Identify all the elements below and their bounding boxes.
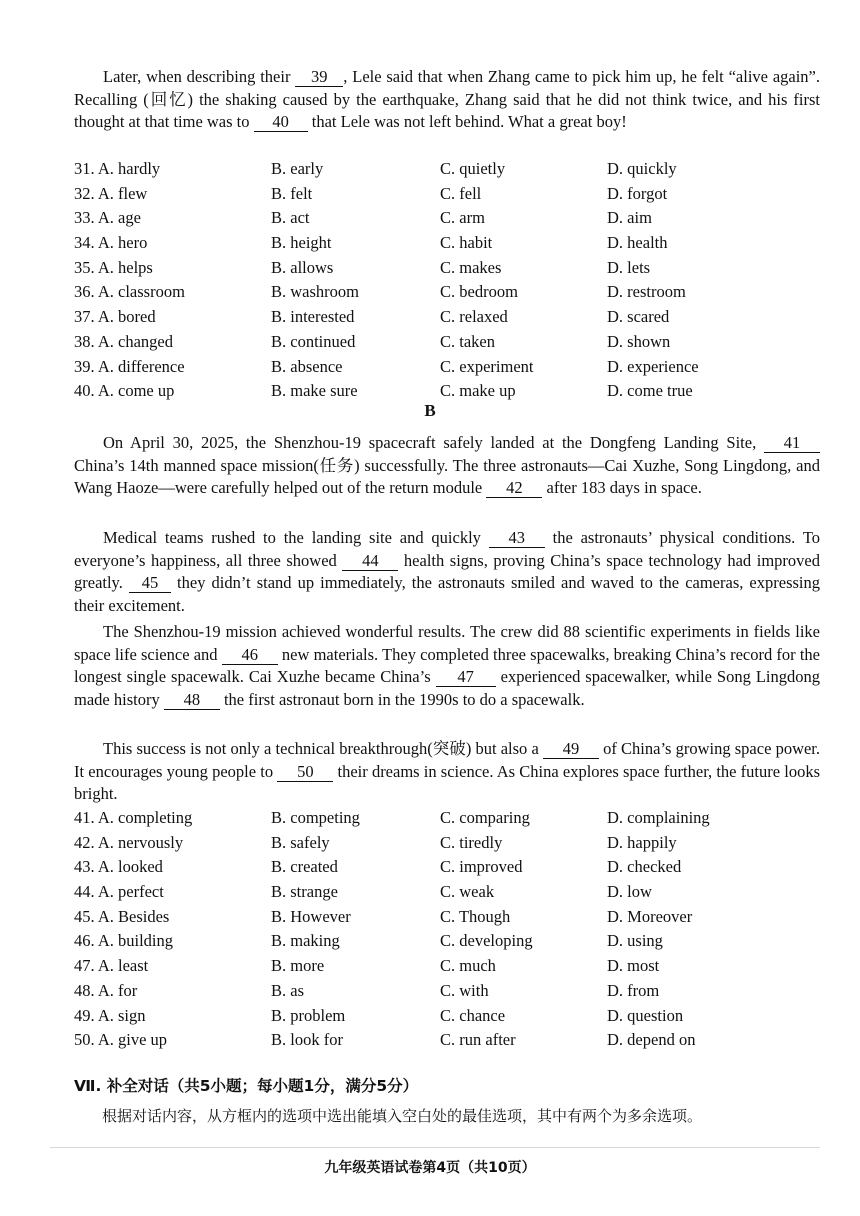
options-list-b xyxy=(74,806,834,1053)
option-row-47: 47. A. least B. more C. much D. most xyxy=(74,956,660,976)
option-row-36: 36. A. classroom B. washroom C. bedroom D. restroom xyxy=(74,282,686,302)
passage-b-paragraph-2: Medical teams rushed to the landing site and quickly 43 the astronauts’ physical conditions. To everyone’s happiness, all three showed 44 health signs, proving China’s space technology had improved greatly. 45 they didn’t stand up immediately, the astronauts smiled and waved to the cameras, expressing their excitement. xyxy=(74,528,821,615)
option-row-37: 37. A. bored B. interested C. relaxed D. scared xyxy=(74,307,670,327)
option-row-31: 31. A. hardly B. early C. quietly D. quickly xyxy=(74,159,677,178)
section-vii-title: Ⅶ. 补全对话（共5小题；每小题1分，满分5分） xyxy=(74,1077,419,1095)
blank-46: 46 xyxy=(222,646,278,665)
blank-43: 43 xyxy=(489,529,545,548)
blank-41: 41 xyxy=(764,434,820,453)
blank-39: 39 xyxy=(295,68,343,87)
option-row-44: 44. A. perfect B. strange C. weak D. low xyxy=(74,882,652,902)
footer-divider xyxy=(50,1147,820,1148)
option-row-38: 38. A. changed B. continued C. taken D. shown xyxy=(74,331,671,351)
passage-text: that Lele was not left behind. What a great boy! xyxy=(311,112,627,132)
section-b-heading: B xyxy=(424,401,436,420)
option-row-41: 41. A. completing B. competing C. comparing D. complaining xyxy=(74,808,710,827)
blank-50: 50 xyxy=(277,763,333,782)
blank-44: 44 xyxy=(342,552,398,571)
blank-48: 48 xyxy=(164,691,220,710)
option-row-32: 32. A. flew B. felt C. fell D. forgot xyxy=(74,183,668,203)
option-row-40: 40. A. come up B. make sure C. make up D. come true xyxy=(74,381,693,401)
section-vii-instruction: 根据对话内容，从方框内的选项中选出能填入空白处的最佳选项，其中有两个为多余选项。 xyxy=(102,1107,703,1125)
passage-a-closing-paragraph xyxy=(74,66,820,134)
option-row-33: 33. A. age B. act C. arm D. aim xyxy=(74,208,652,228)
option-row-48: 48. A. for B. as C. with D. from xyxy=(74,980,660,1000)
blank-42: 42 xyxy=(486,479,542,498)
passage-b-paragraph-3: The Shenzhou-19 mission achieved wonderful results. The crew did 88 scientific experiments in fields like space life science and 46 new materials. They completed three spacewalks, breaking China’s record for the longest single spacewalk. Cai Xuzhe became China’s 47 experienced spacewalker, while Song Lingdong made history 48 the first astronaut born in the 1990s to do a spacewalk. xyxy=(74,622,821,709)
option-row-46: 46. A. building B. making C. developing D. using xyxy=(74,931,663,951)
option-row-39: 39. A. difference B. absence C. experiment D. experience xyxy=(74,356,699,376)
blank-40: 40 xyxy=(254,113,308,132)
option-row-34: 34. A. hero B. height C. habit D. health xyxy=(74,233,668,253)
option-row-49: 49. A. sign B. problem C. chance D. question xyxy=(74,1005,684,1025)
page-footer: 九年级英语试卷第4页（共10页） xyxy=(324,1160,536,1176)
passage-b-paragraph-4: This success is not only a technical breakthrough(突破) but also a 49 of China’s growing space power. It encourages young people to 50 their dreams in science. As China explores space further, the future looks bright. xyxy=(74,739,821,804)
blank-49: 49 xyxy=(543,740,599,759)
option-row-45: 45. A. Besides B. However C. Though D. Moreover xyxy=(74,906,693,926)
option-row-35: 35. A. helps B. allows C. makes D. lets xyxy=(74,257,651,277)
option-row-50: 50. A. give up B. look for C. run after D. depend on xyxy=(74,1030,696,1050)
option-row-42: 42. A. nervously B. safely C. tiredly D. happily xyxy=(74,832,677,852)
option-row-43: 43. A. looked B. created C. improved D. checked xyxy=(74,857,682,877)
passage-text: , Lele said that when Zhang came to pick him up, he felt “alive again”. Recalling (回忆) the shaking caused by the earthquake, Zhang said that he did not think twice, and his first thought at that time was to xyxy=(74,67,820,132)
passage-text: Later, when describing their xyxy=(103,67,291,86)
passage-b-paragraph-1: On April 30, 2025, the Shenzhou-19 spacecraft safely landed at the Dongfeng Landing Site, 41 China’s 14th manned space mission(任务) successfully. The three astronauts—Cai Xuzhe, Song Lingdong, and Wang Haoze—were carefully helped out of the return module 42 after 183 days in space. xyxy=(74,433,820,498)
options-list-a xyxy=(74,157,834,404)
blank-47: 47 xyxy=(436,668,496,687)
blank-45: 45 xyxy=(129,574,171,593)
